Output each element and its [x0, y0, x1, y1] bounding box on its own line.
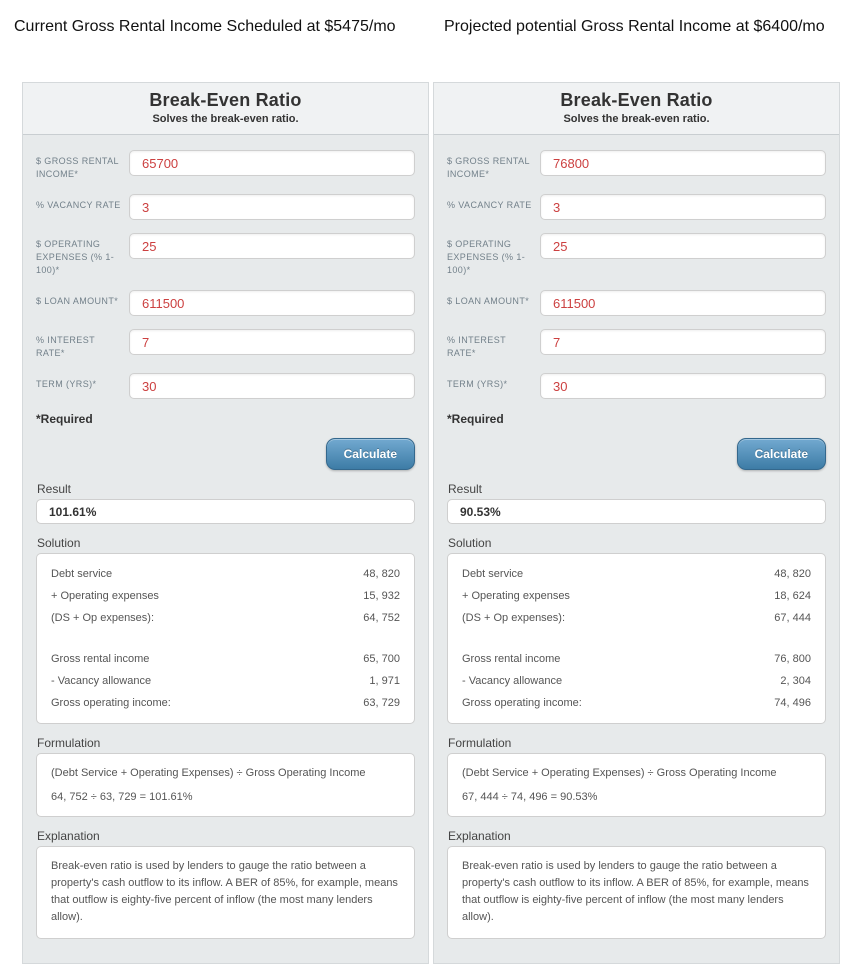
column-headers — [0, 18, 866, 36]
field-row-operating-expenses — [447, 233, 826, 277]
interest-rate-label: % INTEREST RATE* — [447, 335, 506, 359]
button-row — [36, 438, 415, 470]
result-label: Result — [37, 482, 72, 497]
required-note: *Required — [447, 412, 504, 427]
solution-row-value: 67, 444 — [774, 612, 811, 625]
solution-row-label: Gross operating income: — [462, 697, 582, 710]
solution-row-label: - Vacancy allowance — [51, 675, 152, 688]
operating-expenses-label: $ OPERATING EXPENSES (% 1-100)* — [447, 239, 526, 276]
panel-header — [434, 83, 839, 135]
solution-row-ds-plus-op — [462, 607, 811, 629]
result-label: Result — [448, 482, 483, 497]
result-output[interactable] — [447, 499, 826, 524]
vacancy-rate-label: % VACANCY RATE — [447, 200, 532, 211]
solution-row-value: 48, 820 — [774, 568, 811, 581]
operating-expenses-input[interactable] — [129, 233, 415, 259]
term-years-label: TERM (YRS)* — [447, 379, 508, 390]
vacancy-rate-input[interactable] — [540, 194, 826, 220]
panel-title: Break-Even Ratio — [560, 90, 713, 110]
formula-calculation: 67, 444 ÷ 74, 496 = 90.53% — [462, 791, 598, 804]
field-row-loan-amount — [447, 290, 826, 316]
field-row-vacancy-rate — [447, 194, 826, 220]
solution-row-label: + Operating expenses — [462, 590, 570, 603]
interest-rate-label: % INTEREST RATE* — [36, 335, 95, 359]
field-row-interest-rate — [36, 329, 415, 360]
formulation-label: Formulation — [37, 736, 101, 751]
solution-row-operating-expenses — [51, 585, 400, 607]
field-row-loan-amount — [36, 290, 415, 316]
result-output[interactable] — [36, 499, 415, 524]
calculator-columns — [22, 82, 866, 964]
solution-label: Solution — [37, 536, 81, 551]
solution-row-gross-rental-income — [51, 648, 400, 670]
calculate-button[interactable]: Calculate — [737, 438, 826, 470]
field-row-term-years — [447, 373, 826, 399]
operating-expenses-input[interactable] — [540, 233, 826, 259]
solution-row-value: 2, 304 — [780, 675, 811, 688]
solution-label: Solution — [448, 536, 492, 551]
term-years-input[interactable] — [540, 373, 826, 399]
solution-row-label: Debt service — [51, 568, 113, 581]
solution-row-debt-service — [51, 563, 400, 585]
formula-calculation: 64, 752 ÷ 63, 729 = 101.61% — [51, 791, 193, 804]
solution-row-value: 63, 729 — [363, 697, 400, 710]
solution-row-gross-rental-income — [462, 648, 811, 670]
solution-row-label: (DS + Op expenses): — [51, 612, 155, 625]
button-row — [447, 438, 826, 470]
solution-row-vacancy-allowance — [462, 670, 811, 692]
panel-title: Break-Even Ratio — [149, 90, 302, 110]
vacancy-rate-input[interactable] — [129, 194, 415, 220]
explanation-box — [36, 846, 415, 938]
solution-spacer — [51, 629, 400, 648]
required-note: *Required — [36, 412, 93, 427]
solution-row-value: 64, 752 — [363, 612, 400, 625]
column-header-projected: Projected potential Gross Rental Income at $6400/mo — [444, 18, 825, 35]
field-row-term-years — [36, 373, 415, 399]
formula-text: (Debt Service + Operating Expenses) ÷ Gross Operating Income — [51, 767, 366, 780]
field-row-gross-rental-income — [36, 150, 415, 181]
panel-body — [23, 135, 428, 963]
loan-amount-input[interactable] — [540, 290, 826, 316]
panel-body — [434, 135, 839, 963]
solution-row-label: Debt service — [462, 568, 524, 581]
gross-rental-income-label: $ GROSS RENTAL INCOME* — [36, 156, 119, 180]
interest-rate-input[interactable] — [540, 329, 826, 355]
solution-row-vacancy-allowance — [51, 670, 400, 692]
solution-row-value: 48, 820 — [363, 568, 400, 581]
solution-row-gross-operating-income — [51, 692, 400, 714]
break-even-calculator-projected — [433, 82, 840, 964]
solution-row-value: 65, 700 — [363, 653, 400, 666]
calculate-button[interactable]: Calculate — [326, 438, 415, 470]
interest-rate-input[interactable] — [129, 329, 415, 355]
column-header-current: Current Gross Rental Income Scheduled at $5475/mo — [14, 18, 396, 35]
operating-expenses-label: $ OPERATING EXPENSES (% 1-100)* — [36, 239, 115, 276]
explanation-text: Break-even ratio is used by lenders to gauge the ratio between a property's cash outflow to its inflow. A BER of 85%, for example, means that outflow is eighty-five percent of inflow (the most many lenders allow). — [51, 860, 398, 924]
explanation-text: Break-even ratio is used by lenders to gauge the ratio between a property's cash outflow to its inflow. A BER of 85%, for example, means that outflow is eighty-five percent of inflow (the most many lenders allow). — [462, 860, 809, 924]
solution-row-label: Gross rental income — [462, 653, 561, 666]
solution-row-value: 15, 932 — [363, 590, 400, 603]
solution-row-label: (DS + Op expenses): — [462, 612, 566, 625]
field-row-gross-rental-income — [447, 150, 826, 181]
formulation-label: Formulation — [448, 736, 512, 751]
gross-rental-income-label: $ GROSS RENTAL INCOME* — [447, 156, 530, 180]
solution-spacer — [462, 629, 811, 648]
explanation-label: Explanation — [448, 829, 511, 844]
explanation-box — [447, 846, 826, 938]
solution-row-debt-service — [462, 563, 811, 585]
formula-text: (Debt Service + Operating Expenses) ÷ Gross Operating Income — [462, 767, 777, 780]
loan-amount-label: $ LOAN AMOUNT* — [36, 296, 119, 307]
solution-row-label: - Vacancy allowance — [462, 675, 563, 688]
solution-box — [447, 553, 826, 724]
solution-row-ds-plus-op — [51, 607, 400, 629]
solution-row-operating-expenses — [462, 585, 811, 607]
solution-row-label: Gross rental income — [51, 653, 150, 666]
break-even-calculator-current — [22, 82, 429, 964]
term-years-input[interactable] — [129, 373, 415, 399]
term-years-label: TERM (YRS)* — [36, 379, 97, 390]
gross-rental-income-input[interactable] — [540, 150, 826, 176]
panel-subtitle: Solves the break-even ratio. — [563, 113, 710, 125]
field-row-interest-rate — [447, 329, 826, 360]
solution-row-value: 76, 800 — [774, 653, 811, 666]
solution-row-label: Gross operating income: — [51, 697, 171, 710]
solution-row-value: 18, 624 — [774, 590, 811, 603]
solution-row-value: 1, 971 — [369, 675, 400, 688]
gross-rental-income-input[interactable] — [129, 150, 415, 176]
formulation-box — [447, 753, 826, 817]
loan-amount-input[interactable] — [129, 290, 415, 316]
panel-subtitle: Solves the break-even ratio. — [152, 113, 299, 125]
formulation-box — [36, 753, 415, 817]
solution-row-gross-operating-income — [462, 692, 811, 714]
solution-row-value: 74, 496 — [774, 697, 811, 710]
field-row-vacancy-rate — [36, 194, 415, 220]
solution-box — [36, 553, 415, 724]
panel-header — [23, 83, 428, 135]
field-row-operating-expenses — [36, 233, 415, 277]
vacancy-rate-label: % VACANCY RATE — [36, 200, 121, 211]
loan-amount-label: $ LOAN AMOUNT* — [447, 296, 530, 307]
explanation-label: Explanation — [37, 829, 100, 844]
solution-row-label: + Operating expenses — [51, 590, 159, 603]
